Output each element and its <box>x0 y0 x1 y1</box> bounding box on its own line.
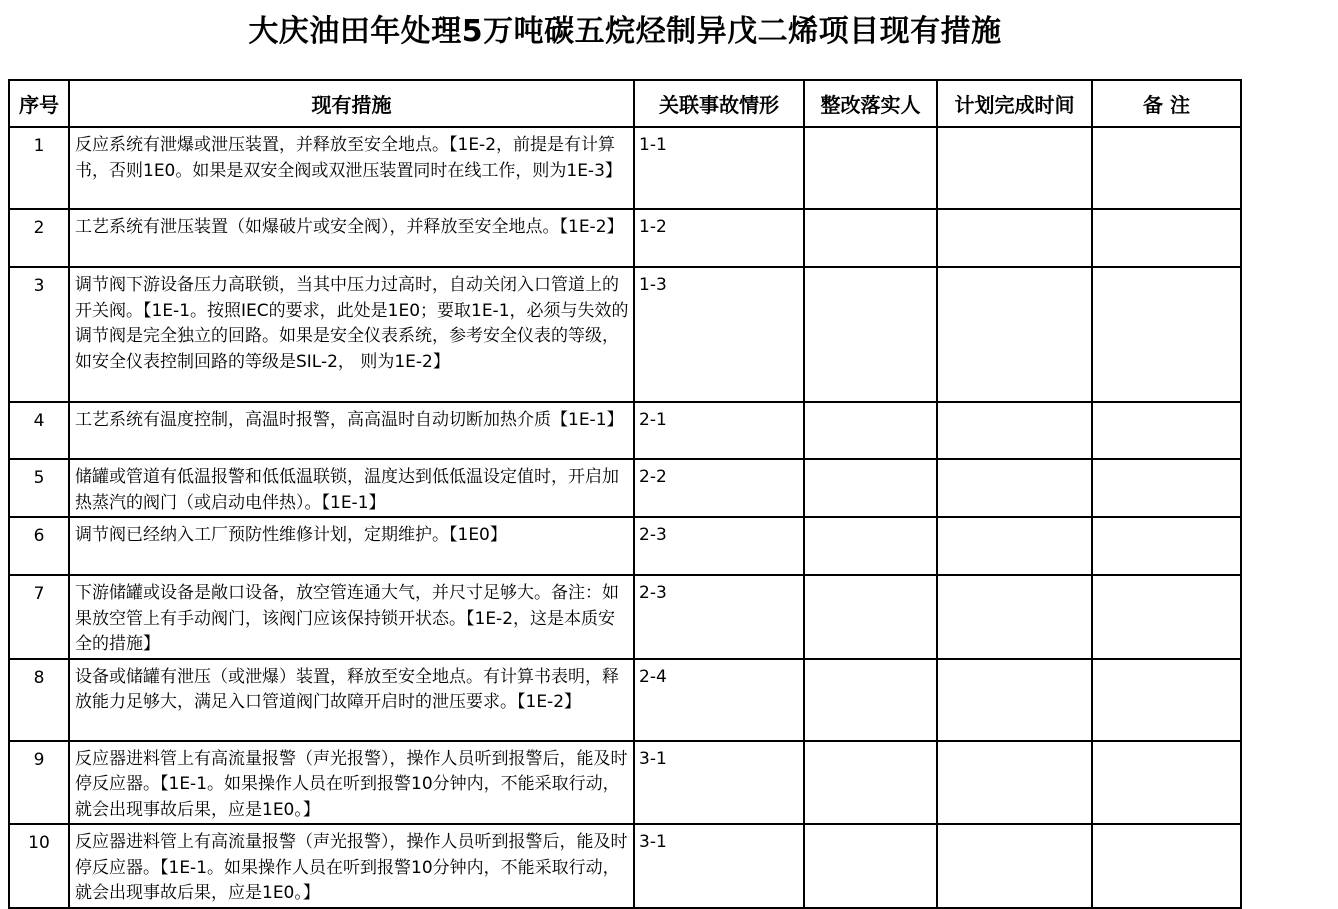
table-row <box>9 267 1241 402</box>
scenario-cell[interactable]: 3-1 <box>634 741 804 825</box>
deadline-cell[interactable] <box>937 517 1092 575</box>
column-header-remark: 备 注 <box>1092 80 1241 127</box>
scenario-cell[interactable]: 2-1 <box>634 402 804 459</box>
table-row <box>9 459 1241 517</box>
column-header-deadline: 计划完成时间 <box>937 80 1092 127</box>
owner-cell[interactable] <box>804 517 937 575</box>
table-row <box>9 517 1241 575</box>
deadline-cell[interactable] <box>937 741 1092 825</box>
table-row <box>9 127 1241 209</box>
remark-cell[interactable] <box>1092 267 1241 402</box>
remark-cell[interactable] <box>1092 741 1241 825</box>
row-number[interactable]: 3 <box>9 267 69 402</box>
measure-cell[interactable]: 反应器进料管上有高流量报警（声光报警），操作人员听到报警后，能及时停反应器。【1E-1。如果操作人员在听到报警10分钟内，不能采取行动，就会出现事故后果，应是1E0。】 <box>69 824 634 908</box>
remark-cell[interactable] <box>1092 517 1241 575</box>
column-header-no: 序号 <box>9 80 69 127</box>
header-row <box>9 80 1241 127</box>
table-row <box>9 659 1241 741</box>
row-number[interactable]: 4 <box>9 402 69 459</box>
row-number[interactable]: 9 <box>9 741 69 825</box>
row-number[interactable]: 7 <box>9 575 69 659</box>
table-row <box>9 824 1241 908</box>
column-header-scenario: 关联事故情形 <box>634 80 804 127</box>
remark-cell[interactable] <box>1092 575 1241 659</box>
owner-cell[interactable] <box>804 659 937 741</box>
deadline-cell[interactable] <box>937 402 1092 459</box>
owner-cell[interactable] <box>804 824 937 908</box>
measures-table <box>8 79 1242 909</box>
table-row <box>9 741 1241 825</box>
owner-cell[interactable] <box>804 127 937 209</box>
measure-cell[interactable]: 工艺系统有泄压装置（如爆破片或安全阀），并释放至安全地点。【1E-2】 <box>69 209 634 267</box>
measure-cell[interactable]: 调节阀下游设备压力高联锁，当其中压力过高时，自动关闭入口管道上的开关阀。【1E-1。按照IEC的要求，此处是1E0；要取1E-1，必须与失效的调节阀是完全独立的回路。如果是安全仪表系统，参考安全仪表的等级，如安全仪表控制回路的等级是SIL-2， 则为1E-2】 <box>69 267 634 402</box>
owner-cell[interactable] <box>804 402 937 459</box>
deadline-cell[interactable] <box>937 267 1092 402</box>
deadline-cell[interactable] <box>937 824 1092 908</box>
page-title: 大庆油田年处理5万吨碳五烷烃制异戊二烯项目现有措施 <box>248 14 1002 49</box>
column-header-owner: 整改落实人 <box>804 80 937 127</box>
scenario-cell[interactable]: 1-2 <box>634 209 804 267</box>
scenario-cell[interactable]: 2-3 <box>634 575 804 659</box>
scenario-cell[interactable]: 3-1 <box>634 824 804 908</box>
remark-cell[interactable] <box>1092 824 1241 908</box>
row-number[interactable]: 2 <box>9 209 69 267</box>
row-number[interactable]: 6 <box>9 517 69 575</box>
deadline-cell[interactable] <box>937 459 1092 517</box>
remark-cell[interactable] <box>1092 209 1241 267</box>
row-number[interactable]: 10 <box>9 824 69 908</box>
row-number[interactable]: 1 <box>9 127 69 209</box>
measure-cell[interactable]: 下游储罐或设备是敞口设备，放空管连通大气，并尺寸足够大。备注：如果放空管上有手动阀门，该阀门应该保持锁开状态。【1E-2，这是本质安全的措施】 <box>69 575 634 659</box>
remark-cell[interactable] <box>1092 127 1241 209</box>
measure-cell[interactable]: 工艺系统有温度控制，高温时报警，高高温时自动切断加热介质【1E-1】 <box>69 402 634 459</box>
scenario-cell[interactable]: 1-3 <box>634 267 804 402</box>
measure-cell[interactable]: 反应器进料管上有高流量报警（声光报警），操作人员听到报警后，能及时停反应器。【1E-1。如果操作人员在听到报警10分钟内，不能采取行动，就会出现事故后果，应是1E0。】 <box>69 741 634 825</box>
deadline-cell[interactable] <box>937 659 1092 741</box>
column-header-measure: 现有措施 <box>69 80 634 127</box>
owner-cell[interactable] <box>804 741 937 825</box>
owner-cell[interactable] <box>804 459 937 517</box>
measure-cell[interactable]: 反应系统有泄爆或泄压装置，并释放至安全地点。【1E-2，前提是有计算书，否则1E0。如果是双安全阀或双泄压装置同时在线工作，则为1E-3】 <box>69 127 634 209</box>
row-number[interactable]: 8 <box>9 659 69 741</box>
scenario-cell[interactable]: 2-2 <box>634 459 804 517</box>
owner-cell[interactable] <box>804 267 937 402</box>
owner-cell[interactable] <box>804 575 937 659</box>
measure-cell[interactable]: 调节阀已经纳入工厂预防性维修计划，定期维护。【1E0】 <box>69 517 634 575</box>
owner-cell[interactable] <box>804 209 937 267</box>
deadline-cell[interactable] <box>937 209 1092 267</box>
deadline-cell[interactable] <box>937 575 1092 659</box>
scenario-cell[interactable]: 2-3 <box>634 517 804 575</box>
table-row <box>9 209 1241 267</box>
scenario-cell[interactable]: 2-4 <box>634 659 804 741</box>
table-row <box>9 575 1241 659</box>
remark-cell[interactable] <box>1092 659 1241 741</box>
remark-cell[interactable] <box>1092 402 1241 459</box>
table-row <box>9 402 1241 459</box>
measure-cell[interactable]: 设备或储罐有泄压（或泄爆）装置，释放至安全地点。有计算书表明，释放能力足够大，满足入口管道阀门故障开启时的泄压要求。【1E-2】 <box>69 659 634 741</box>
scenario-cell[interactable]: 1-1 <box>634 127 804 209</box>
deadline-cell[interactable] <box>937 127 1092 209</box>
row-number[interactable]: 5 <box>9 459 69 517</box>
measure-cell[interactable]: 储罐或管道有低温报警和低低温联锁，温度达到低低温设定值时，开启加热蒸汽的阀门（或启动电伴热）。【1E-1】 <box>69 459 634 517</box>
remark-cell[interactable] <box>1092 459 1241 517</box>
